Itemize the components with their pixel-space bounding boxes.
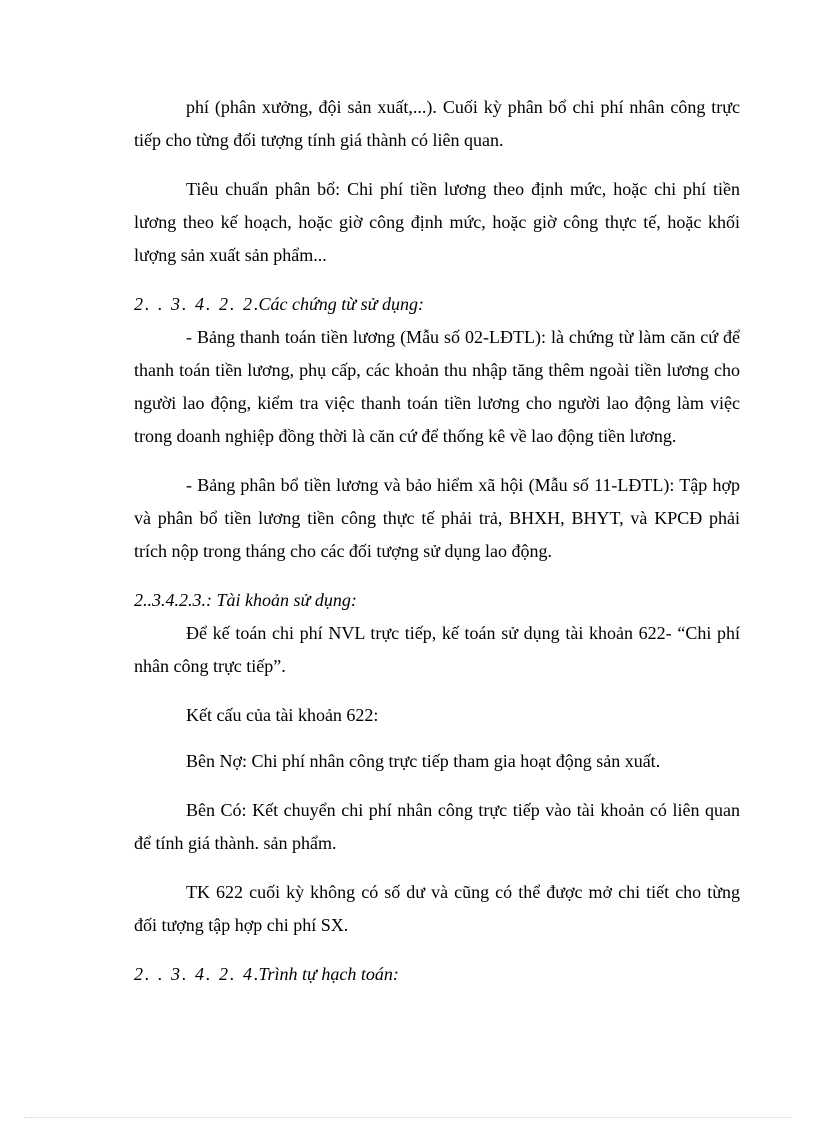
paragraph-debit-side: Bên Nợ: Chi phí nhân công trực tiếp tham gia hoạt động sản xuất. bbox=[186, 751, 661, 771]
paragraph-account-balance: TK 622 cuối kỳ không có số dư và cũng có thể được mở chi tiết cho từng đối tượng tập hợp chi phí SX. bbox=[134, 882, 740, 935]
section-number: 2. . 3. 4. 2. 2 bbox=[134, 294, 254, 314]
paragraph-allocation-sheet: - Bảng phân bổ tiền lương và bảo hiểm xã hội (Mẫu số 11-LĐTL): Tập hợp và phân bổ tiền lương tiền công thực tế phải trả, BHXH, BHYT, và KPCĐ phải trích nộp trong tháng cho các đối tượng sử dụng lao động. bbox=[134, 475, 740, 561]
section-heading-procedure bbox=[134, 958, 740, 991]
paragraph-account-622: Để kế toán chi phí NVL trực tiếp, kế toán sử dụng tài khoản 622- “Chi phí nhân công trực tiếp”. bbox=[134, 623, 740, 676]
paragraph-allocation-criteria: Tiêu chuẩn phân bổ: Chi phí tiền lương theo định mức, hoặc chi phí tiền lương theo kế hoạch, hoặc giờ công định mức, hoặc giờ công thực tế, hoặc khối lượng sản xuất sản phẩm... bbox=[134, 179, 740, 265]
document-page bbox=[134, 91, 740, 991]
section-heading-documents bbox=[134, 288, 740, 321]
paragraph-credit-side: Bên Có: Kết chuyển chi phí nhân công trực tiếp vào tài khoản có liên quan để tính giá thành. sản phẩm. bbox=[134, 800, 740, 853]
paragraph-account-structure: Kết cấu của tài khoản 622: bbox=[186, 705, 379, 725]
section-title: .Các chứng từ sử dụng: bbox=[254, 294, 424, 314]
page-bottom-rule bbox=[24, 1117, 792, 1118]
section-heading-accounts: 2..3.4.2.3.: Tài khoản sử dụng: bbox=[134, 590, 357, 610]
paragraph-payroll-sheet: - Bảng thanh toán tiền lương (Mẫu số 02-LĐTL): là chứng từ làm căn cứ để thanh toán tiền lương, phụ cấp, các khoản thu nhập tăng thêm ngoài tiền lương cho người lao động, kiểm tra việc thanh toán tiền lương cho người lao động làm việc trong doanh nghiệp đồng thời là căn cứ để thống kê về lao động tiền lương. bbox=[134, 327, 740, 446]
section-title: .Trình tự hạch toán: bbox=[254, 964, 399, 984]
paragraph-allocation-basis: phí (phân xưởng, đội sản xuất,...). Cuối kỳ phân bổ chi phí nhân công trực tiếp cho từng đối tượng tính giá thành có liên quan. bbox=[134, 97, 740, 150]
section-number: 2. . 3. 4. 2. 4 bbox=[134, 964, 254, 984]
